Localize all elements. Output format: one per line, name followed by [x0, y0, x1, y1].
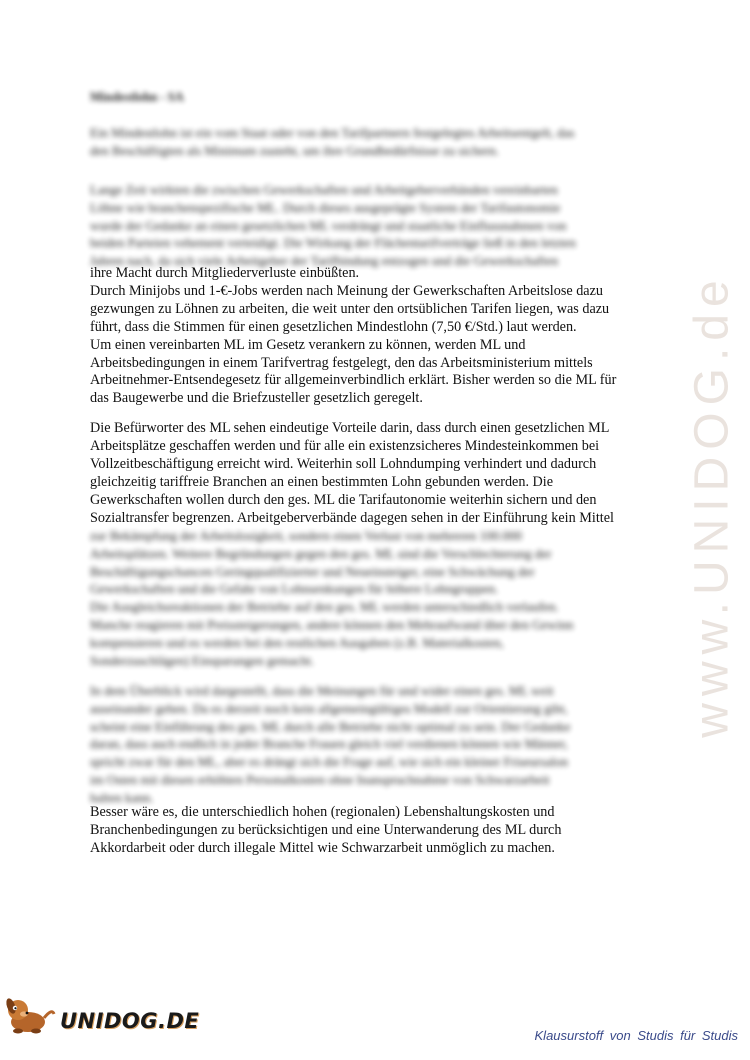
- text-line: Die Befürworter des ML sehen eindeutige Vorteile darin, dass durch einen gesetzlichen ML: [90, 420, 610, 436]
- footer-tagline: Klausurstoff von Studis für Studis: [534, 1028, 738, 1043]
- text-line: Beschäftigungschancen Geringqualifizierter und Neueinsteiger, eine Schwächung der: [90, 563, 535, 579]
- text-line: beiden Parteien vehement verteidigt. Die Wirkung der Flächentarifverträge ließ in den letzten: [90, 235, 576, 251]
- text-line: den Beschäftigten als Minimum zusteht, um ihre Grundbedürfnisse zu sichern.: [90, 142, 500, 158]
- dog-mascot-icon: [4, 992, 58, 1036]
- text-line: scheint eine Einführung des ges. ML durch alle Betriebe nicht optimal zu sein. Der Gedanke: [90, 718, 571, 734]
- text-line: Arbeitsplätze geschaffen werden und für alle ein existenzsicheres Mindesteinkommen bei: [90, 437, 600, 454]
- text-line: Jahren nach, da sich viele Arbeitgeber der Tarifbindung entzogen und die Gewerkschaften: [90, 253, 559, 269]
- text-line: Arbeitsplätzen. Weitere Begründungen gegen den ges. ML sind die Verschlechterung der: [90, 545, 552, 561]
- text-line: Arbeitnehmer-Entsendegesetz für allgemeinverbindlich erklärt. Bisher werden so die ML für: [90, 372, 617, 389]
- text-line: Arbeitsbedingungen in einem Tarifvertrag festgelegt, den das Arbeitsministerium mittels: [90, 354, 593, 371]
- text-line: Akkordarbeit oder durch illegale Mittel wie Schwarzarbeit unmöglich zu machen.: [90, 839, 555, 856]
- text-line: gezwungen zu Löhnen zu arbeiten, die weit unter den ortsüblichen Tarifen liegen, was dazu: [90, 300, 610, 317]
- text-line: Besser wäre es, die unterschiedlich hohen (regionalen) Lebenshaltungskosten und: [90, 804, 555, 820]
- intro-paragraph: [90, 124, 670, 160]
- conclusion-paragraph: [90, 804, 670, 858]
- document-title: Mindestlohn - SA: [90, 90, 184, 104]
- unidog-logo[interactable]: [4, 992, 199, 1036]
- text-line: Branchenbedingungen zu berücksichtigen und eine Unterwanderung des ML durch: [90, 821, 562, 838]
- text-line: Löhne wie branchenspezifische ML. Durch dieses ausgeprägte System der Tarifautonomie: [90, 199, 561, 215]
- text-line: Lange Zeit wirkten die zwischen Gewerkschaften und Arbeitgeberverbänden vereinbarten: [90, 182, 558, 197]
- text-line: Gewerkschaften wollen durch den ges. ML die Tarifautonomie weiterhin sichern und den: [90, 491, 597, 508]
- text-line: halten kann.: [90, 789, 154, 805]
- text-line: gleichzeitig tariffreie Branchen an einen bestimmten Lohn gebunden werden. Die: [90, 473, 554, 490]
- text-line: Durch Minijobs und 1-€-Jobs werden nach Meinung der Gewerkschaften Arbeitslose dazu: [90, 282, 603, 299]
- text-line: im Osten mit diesen erhöhten Personalkosten ohne Inanspruchnahme von Schwarzarbeit: [90, 771, 550, 787]
- logo-text: UNIDOG.DE: [60, 1009, 200, 1033]
- text-line: Vollzeitbeschäftigung erreicht wird. Weiterhin soll Lohndumping verhindert und dadurch: [90, 455, 597, 472]
- text-line: Um einen vereinbarten ML im Gesetz verankern zu können, werden ML und: [90, 336, 526, 353]
- text-line: führt, dass die Stimmen für einen gesetzlichen Mindestlohn (7,50 €/Std.) laut werden.: [90, 318, 577, 335]
- minijobs-paragraph: [90, 265, 670, 408]
- summary-paragraph: [90, 682, 670, 807]
- text-line: zur Bekämpfung der Arbeitslosigkeit, sondern einen Verlust von mehreren 100.000: [90, 528, 522, 543]
- pro-contra-continued: [90, 527, 670, 669]
- text-line: das Baugewerbe und die Briefzusteller gesetzlich geregelt.: [90, 390, 423, 407]
- text-line: Sonderzuschlägen) Einsparungen gemacht.: [90, 652, 315, 668]
- text-line: Manche reagieren mit Preissteigerungen, andere können den Mehraufwand über den Gewinn: [90, 616, 574, 632]
- text-line: auseinander gehen. Da es derzeit noch kein allgemeingültiges Modell zur Orientierung gibt,: [90, 700, 568, 716]
- text-line: Ein Mindestlohn ist ein vom Staat oder von den Tarifpartnern festgelegtes Arbeitsentgelt, das: [90, 125, 575, 140]
- text-line: kompensieren und es werden bei den restlichen Ausgaben (z.B. Materialkosten,: [90, 634, 504, 650]
- text-line: Sozialtransfer begrenzen. Arbeitgeberverbände dagegen sehen in der Einführung kein Mittel: [90, 509, 614, 526]
- text-line: Gewerkschaften und die Gefahr von Lohnsenkungen für höhere Lohngruppen.: [90, 581, 499, 597]
- text-line: Die Ausgleichsreaktionen der Betriebe auf den ges. ML werden unterschiedlich verlaufen.: [90, 599, 559, 615]
- text-line: In dem Überblick wird dargestellt, dass die Meinungen für und wider einen ges. ML weit: [90, 683, 554, 698]
- watermark-text: www.UNIDOG.de: [685, 272, 739, 738]
- pro-contra-paragraph: [90, 420, 670, 527]
- text-line: ihre Macht durch Mitgliederverluste einbüßten.: [90, 265, 360, 281]
- text-line: daran, dass auch endlich in jeder Branche Frauen gleich viel verdienen können wie Männer,: [90, 736, 568, 752]
- text-line: spricht zwar für den ML, aber es drängt sich die Frage auf, wie sich ein kleiner Friseursalon: [90, 754, 568, 770]
- history-paragraph: [90, 181, 670, 270]
- text-line: wurde der Gedanke an einen gesetzlichen ML verdrängt und staatliche Einflussnahmen von: [90, 217, 567, 233]
- watermark: [682, 270, 742, 740]
